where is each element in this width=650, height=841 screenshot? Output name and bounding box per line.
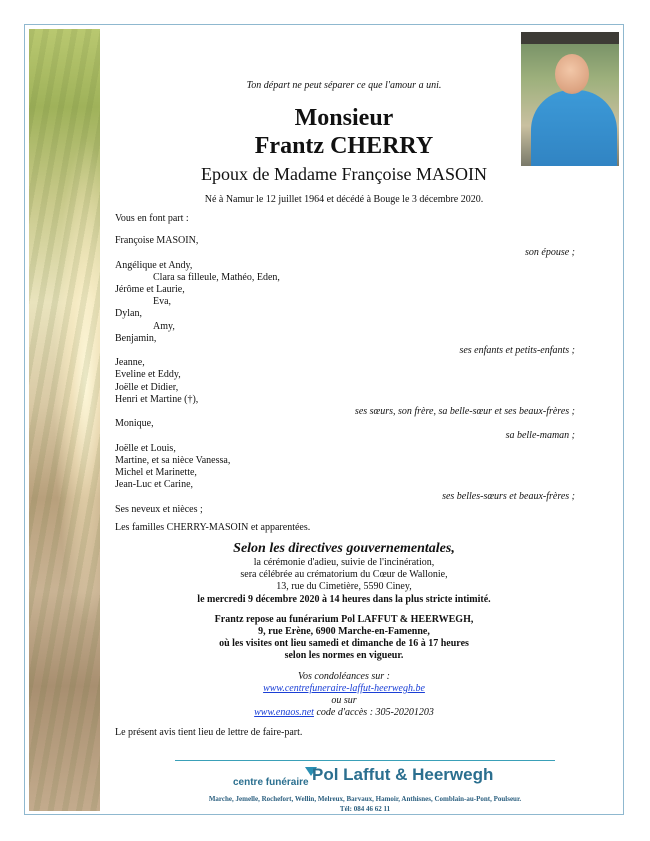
- ceremony-block: [105, 541, 583, 719]
- family-member: Monique,: [115, 418, 154, 430]
- directives-title: Selon les directives gouvernementales,: [233, 541, 455, 556]
- family-member: Dylan,: [115, 308, 142, 320]
- spouse-line: Epoux de Madame Françoise MASOIN: [201, 164, 487, 184]
- nephews-line: Ses neveux et nièces ;: [115, 503, 203, 515]
- funerarium-line: Frantz repose au funérarium Pol LAFFUT & HEERWEGH,: [214, 613, 474, 625]
- ceremony-line: 13, rue du Cimetière, 5590 Ciney,: [276, 581, 412, 593]
- condolences-link-centre[interactable]: www.centrefuneraire-laffut-heerwegh.be: [263, 682, 425, 694]
- decorative-forest-photo: [29, 29, 100, 811]
- family-member: Françoise MASOIN,: [115, 235, 199, 247]
- relation-label: son épouse ;: [525, 247, 575, 259]
- birth-death-line: Né à Namur le 12 juillet 1964 et décédé à Bouge le 3 décembre 2020.: [204, 194, 484, 205]
- families-line: Les familles CHERRY-MASOIN et apparentées.: [115, 521, 311, 533]
- condolences-or: ou sur: [331, 695, 357, 707]
- relation-label: ses belles-sœurs et beaux-frères ;: [442, 491, 575, 503]
- family-member: Jean-Luc et Carine,: [115, 479, 194, 491]
- family-member: Jérôme et Laurie,: [115, 284, 185, 296]
- funerarium-line: 9, rue Erène, 6900 Marche-en-Famenne,: [258, 626, 430, 638]
- family-member: Eveline et Eddy,: [115, 369, 181, 381]
- family-member: Angélique et Andy,: [115, 259, 193, 271]
- family-member: Eva,: [153, 296, 172, 308]
- portrait-background: [521, 32, 619, 44]
- brand-small-text: centre funéraire: [233, 777, 309, 788]
- deceased-name: Frantz CHERRY: [254, 133, 434, 159]
- family-member: Joëlle et Louis,: [115, 442, 176, 454]
- family-member: Benjamin,: [115, 332, 157, 344]
- condolences-label: Vos condoléances sur :: [298, 670, 390, 682]
- family-member: Henri et Martine (†),: [115, 393, 199, 405]
- relation-label: ses enfants et petits-enfants ;: [459, 345, 575, 357]
- closing-line: Le présent avis tient lieu de lettre de faire-part.: [115, 727, 303, 738]
- footer-phone: Tél: 084 46 62 11: [339, 805, 391, 813]
- relation-label: sa belle-maman ;: [505, 430, 575, 442]
- footer-towns: Marche, Jemelle, Rochefort, Wellin, Melreux, Barvaux, Hamoir, Anthisnes, Comblain-au-Pont, Poulseur.: [208, 795, 522, 803]
- motto: Ton départ ne peut séparer ce que l'amour a uni.: [246, 80, 442, 91]
- intro-line: Vous en font part :: [115, 213, 189, 224]
- family-list: [115, 213, 575, 534]
- family-member: Clara sa filleule, Mathéo, Eden,: [153, 271, 280, 283]
- relation-label: ses sœurs, son frère, sa belle-sœur et ses beaux-frères ;: [354, 406, 575, 418]
- access-code: code d'accès : 305-20201203: [316, 707, 434, 719]
- funerarium-line: selon les normes en vigueur.: [284, 650, 404, 662]
- funerarium-line: où les visites ont lieu samedi et dimanche de 16 à 17 heures: [219, 638, 469, 650]
- family-member: Michel et Marinette,: [115, 467, 197, 479]
- ceremony-line: sera célébrée au crématorium du Cœur de Wallonie,: [240, 569, 448, 581]
- civility: Monsieur: [294, 105, 394, 131]
- ceremony-date: le mercredi 9 décembre 2020 à 14 heures dans la plus stricte intimité.: [197, 593, 491, 605]
- family-member: Martine, et sa nièce Vanessa,: [115, 454, 231, 466]
- ceremony-line: la cérémonie d'adieu, suivie de l'incinération,: [253, 557, 435, 568]
- family-member: Amy,: [153, 320, 175, 332]
- brand-logo: [175, 763, 555, 789]
- brand-name: Pol Laffut & Heerwegh: [312, 765, 494, 784]
- condolences-link-enaos[interactable]: www.enaos.net: [254, 707, 314, 719]
- family-member: Joëlle et Didier,: [115, 381, 179, 393]
- footer: [175, 760, 555, 813]
- footer-rule: [175, 760, 555, 761]
- family-member: Jeanne,: [115, 357, 145, 369]
